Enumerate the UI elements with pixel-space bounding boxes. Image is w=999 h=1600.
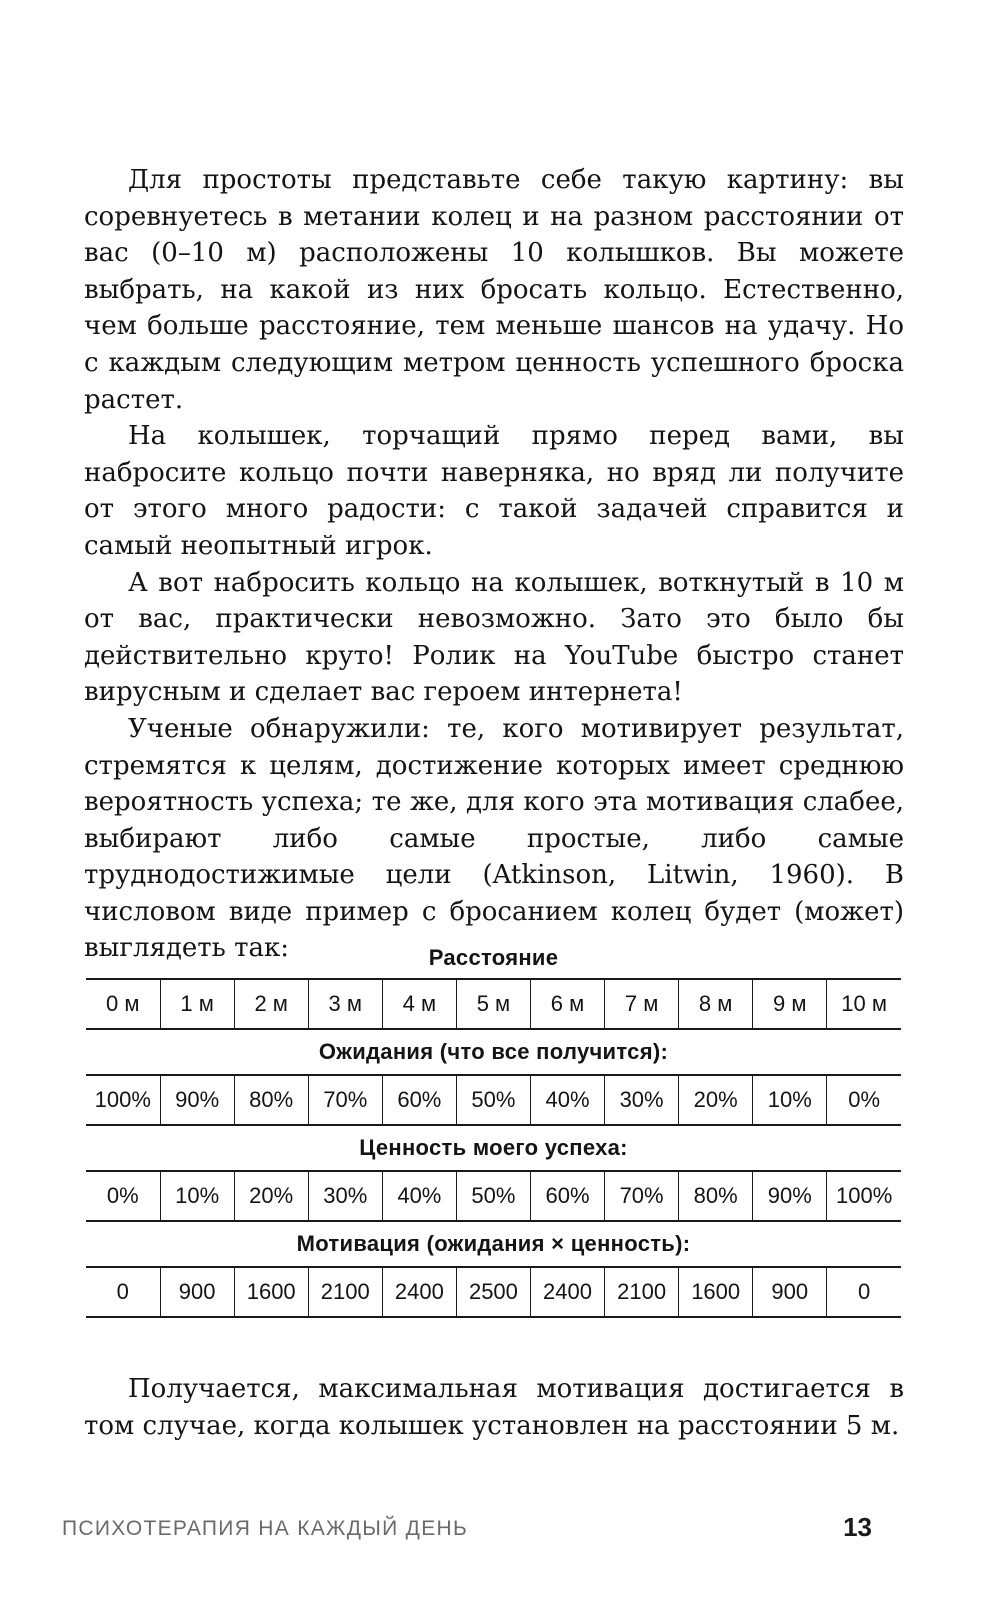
table-cell: 30%	[308, 1171, 382, 1221]
table-cell: 900	[160, 1267, 234, 1317]
distance-row	[86, 979, 901, 1029]
table-cell: 9 м	[753, 979, 827, 1029]
table-cell: 2100	[605, 1267, 679, 1317]
table-cell: 2500	[456, 1267, 530, 1317]
table-cell: 50%	[456, 1075, 530, 1125]
table-cell: 7 м	[605, 979, 679, 1029]
table-cell: 20%	[679, 1075, 753, 1125]
body-text-top	[84, 162, 904, 967]
table-cell: 5 м	[456, 979, 530, 1029]
table-cell: 90%	[160, 1075, 234, 1125]
table-cell: 0 м	[86, 979, 160, 1029]
table-cell: 0	[827, 1267, 901, 1317]
table-cell: 80%	[679, 1171, 753, 1221]
motivation-table-grid	[86, 938, 901, 1318]
value-header: Ценность моего успеха:	[359, 1135, 628, 1160]
table-cell: 8 м	[679, 979, 753, 1029]
page-number: 13	[843, 1512, 872, 1542]
body-text-bottom	[84, 1371, 904, 1444]
table-cell: 10%	[753, 1075, 827, 1125]
motivation-header: Мотивация (ожидания × ценность):	[296, 1231, 691, 1256]
distance-header: Расстояние	[428, 945, 559, 970]
table-cell: 30%	[605, 1075, 679, 1125]
table-cell: 2 м	[234, 979, 308, 1029]
table-cell: 0%	[86, 1171, 160, 1221]
table-cell: 50%	[456, 1171, 530, 1221]
table-cell: 2400	[530, 1267, 604, 1317]
table-cell: 0%	[827, 1075, 901, 1125]
table-cell: 1600	[679, 1267, 753, 1317]
table-cell: 10%	[160, 1171, 234, 1221]
table-cell: 40%	[382, 1171, 456, 1221]
table-cell: 3 м	[308, 979, 382, 1029]
table-cell: 60%	[530, 1171, 604, 1221]
paragraph: А вот набросить кольцо на колышек, воткнутый в 10 м от вас, практически невозможно. Зато это было бы действительно круто! Ролик на YouTube быстро станет вирусным и сделает вас героем интернета!	[84, 567, 904, 708]
motivation-row	[86, 1267, 901, 1317]
paragraph: На колышек, торчащий прямо перед вами, вы набросите кольцо почти наверняка, но вряд ли получите от этого много радости: с такой задачей справится и самый неопытный игрок.	[84, 421, 904, 561]
table-cell: 1 м	[160, 979, 234, 1029]
table-cell: 900	[753, 1267, 827, 1317]
table-cell: 1600	[234, 1267, 308, 1317]
expectation-header: Ожидания (что все получится):	[318, 1039, 669, 1064]
table-cell: 2400	[382, 1267, 456, 1317]
table-cell: 80%	[234, 1075, 308, 1125]
table-section-header	[86, 1125, 901, 1171]
table-cell: 70%	[605, 1171, 679, 1221]
table-cell: 70%	[308, 1075, 382, 1125]
expectation-row	[86, 1075, 901, 1125]
paragraph: Ученые обнаружили: те, кого мотивирует результат, стремятся к целям, достижение которых имеет среднюю вероятность успеха; те же, для кого эта мотивация слабее, выбирают либо самые простые, либо самые труднодостижимые цели (Atkinson, Litwin, 1960). В числовом виде пример с бросанием колец будет (может) выглядеть так:	[84, 713, 904, 964]
table-cell: 4 м	[382, 979, 456, 1029]
table-cell: 10 м	[827, 979, 901, 1029]
table-section-header	[86, 1029, 901, 1075]
table-section-header	[86, 938, 901, 979]
motivation-table	[86, 938, 901, 1318]
table-cell: 90%	[753, 1171, 827, 1221]
table-section-header	[86, 1221, 901, 1267]
table-cell: 60%	[382, 1075, 456, 1125]
table-cell: 100%	[827, 1171, 901, 1221]
paragraph: Получается, максимальная мотивация достигается в том случае, когда колышек установлен на расстоянии 5 м.	[84, 1374, 904, 1441]
value-row	[86, 1171, 901, 1221]
table-cell: 40%	[530, 1075, 604, 1125]
table-cell: 6 м	[530, 979, 604, 1029]
paragraph: Для простоты представьте себе такую картину: вы соревнуетесь в метании колец и на разном расстоянии от вас (0–10 м) расположены 10 колышков. Вы можете выбрать, на какой из них бросать кольцо. Естественно, чем больше расстояние, тем меньше шансов на удачу. Но с каждым следующим метром ценность успешного броска растет.	[84, 165, 904, 415]
table-cell: 2100	[308, 1267, 382, 1317]
table-cell: 0	[86, 1267, 160, 1317]
table-cell: 100%	[86, 1075, 160, 1125]
table-cell: 20%	[234, 1171, 308, 1221]
running-head: ПСИХОТЕРАПИЯ НА КАЖДЫЙ ДЕНЬ	[62, 1517, 469, 1540]
